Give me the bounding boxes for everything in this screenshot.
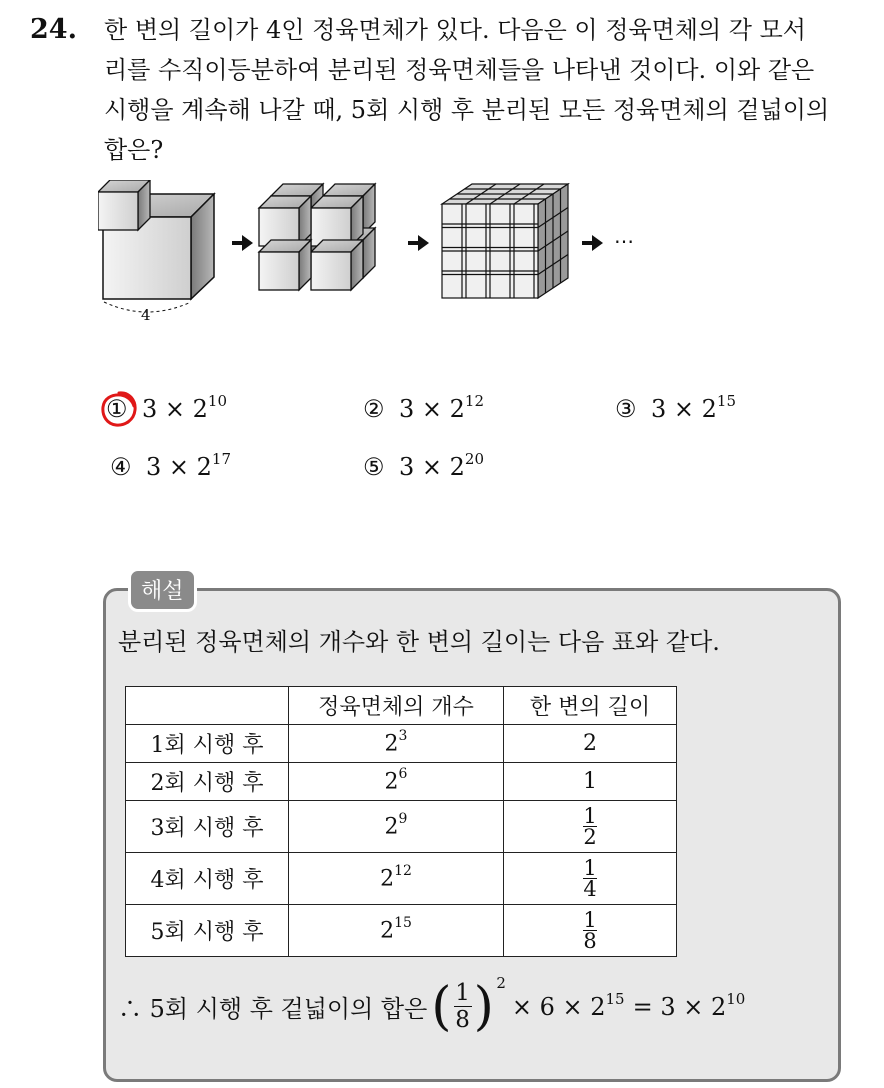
table-header: [126, 687, 289, 725]
length-cell: $\frac{1}{2}$: [504, 801, 677, 853]
cube-subdivision-figure: [98, 180, 658, 330]
choice-number: ④: [110, 453, 132, 481]
choice-exponent: 10: [207, 392, 227, 410]
arrow-icon: [408, 235, 429, 251]
question-text: [104, 10, 864, 170]
fraction-power: ( 1 8 ) 2: [431, 974, 506, 1037]
choice-exponent: 12: [464, 392, 484, 410]
trial-cell: 1회 시행 후: [126, 725, 289, 763]
choice-expression: 3 × 2: [399, 395, 465, 423]
solution-table: [125, 686, 677, 957]
arrow-icon: [232, 235, 253, 251]
length-cell: 1: [504, 763, 677, 801]
choice-5[interactable]: [363, 452, 484, 481]
trial-cell: 4회 시행 후: [126, 853, 289, 905]
table-row: [126, 763, 677, 801]
choice-number: ②: [363, 395, 385, 423]
table-header: 한 변의 길이: [504, 687, 677, 725]
solution-label: 해설: [128, 568, 197, 612]
trial-cell: 3회 시행 후: [126, 801, 289, 853]
table-row: [126, 853, 677, 905]
count-cell: $2^3$: [289, 725, 504, 763]
trial-cell: 5회 시행 후: [126, 905, 289, 957]
question-line: 합은?: [104, 136, 164, 164]
question-line: 리를 수직이등분하여 분리된 정육면체들을 나타낸 것이다. 이와 같은: [104, 56, 815, 84]
answer-circle-mark: [99, 389, 139, 429]
count-cell: $2^6$: [289, 763, 504, 801]
question-number: 24.: [30, 14, 77, 45]
choice-exponent: 20: [464, 450, 484, 468]
table-header: 정육면체의 개수: [289, 687, 504, 725]
table-row: [126, 725, 677, 763]
length-cell: $\frac{1}{8}$: [504, 905, 677, 957]
length-cell: $\frac{1}{4}$: [504, 853, 677, 905]
choice-number: ③: [615, 395, 637, 423]
count-cell: $2^{15}$: [289, 905, 504, 957]
choice-expression: 3 × 2: [142, 395, 208, 423]
choice-expression: 3 × 2: [651, 395, 717, 423]
question-line: 한 변의 길이가 4인 정육면체가 있다. 다음은 이 정육면체의 각 모서: [104, 16, 806, 44]
choice-expression: 3 × 2: [146, 453, 212, 481]
choice-number: ⑤: [363, 453, 385, 481]
choice-4[interactable]: [110, 452, 231, 481]
sixty-four-cubes: [442, 184, 568, 298]
continuation-ellipsis: ⋯: [614, 229, 634, 253]
trial-cell: 2회 시행 후: [126, 763, 289, 801]
table-row: [126, 905, 677, 957]
solution-intro: 분리된 정육면체의 개수와 한 변의 길이는 다음 표와 같다.: [118, 628, 720, 656]
choice-expression: 3 × 2: [399, 453, 465, 481]
choice-3[interactable]: [615, 394, 736, 423]
question-line: 시행을 계속해 나갈 때, 5회 시행 후 분리된 모든 정육면체의 겉넓이의: [104, 96, 830, 124]
table-row: [126, 801, 677, 853]
choice-number: ①: [106, 395, 128, 423]
conclusion-middle: × $6 \times 2^{15}$: [511, 990, 625, 1021]
solution-conclusion: [118, 974, 746, 1037]
edge-label: 4: [141, 306, 151, 324]
count-cell: $2^{12}$: [289, 853, 504, 905]
count-cell: $2^9$: [289, 801, 504, 853]
eight-cubes: [98, 180, 150, 230]
conclusion-prefix: ∴ 5회 시행 후 겉넓이의 합은: [118, 995, 428, 1023]
arrow-icon: [582, 235, 603, 251]
conclusion-result: = $3 \times 2^{10}$: [632, 990, 746, 1021]
length-cell: 2: [504, 725, 677, 763]
choice-exponent: 17: [211, 450, 231, 468]
choice-2[interactable]: [363, 394, 484, 423]
choice-exponent: 15: [716, 392, 736, 410]
